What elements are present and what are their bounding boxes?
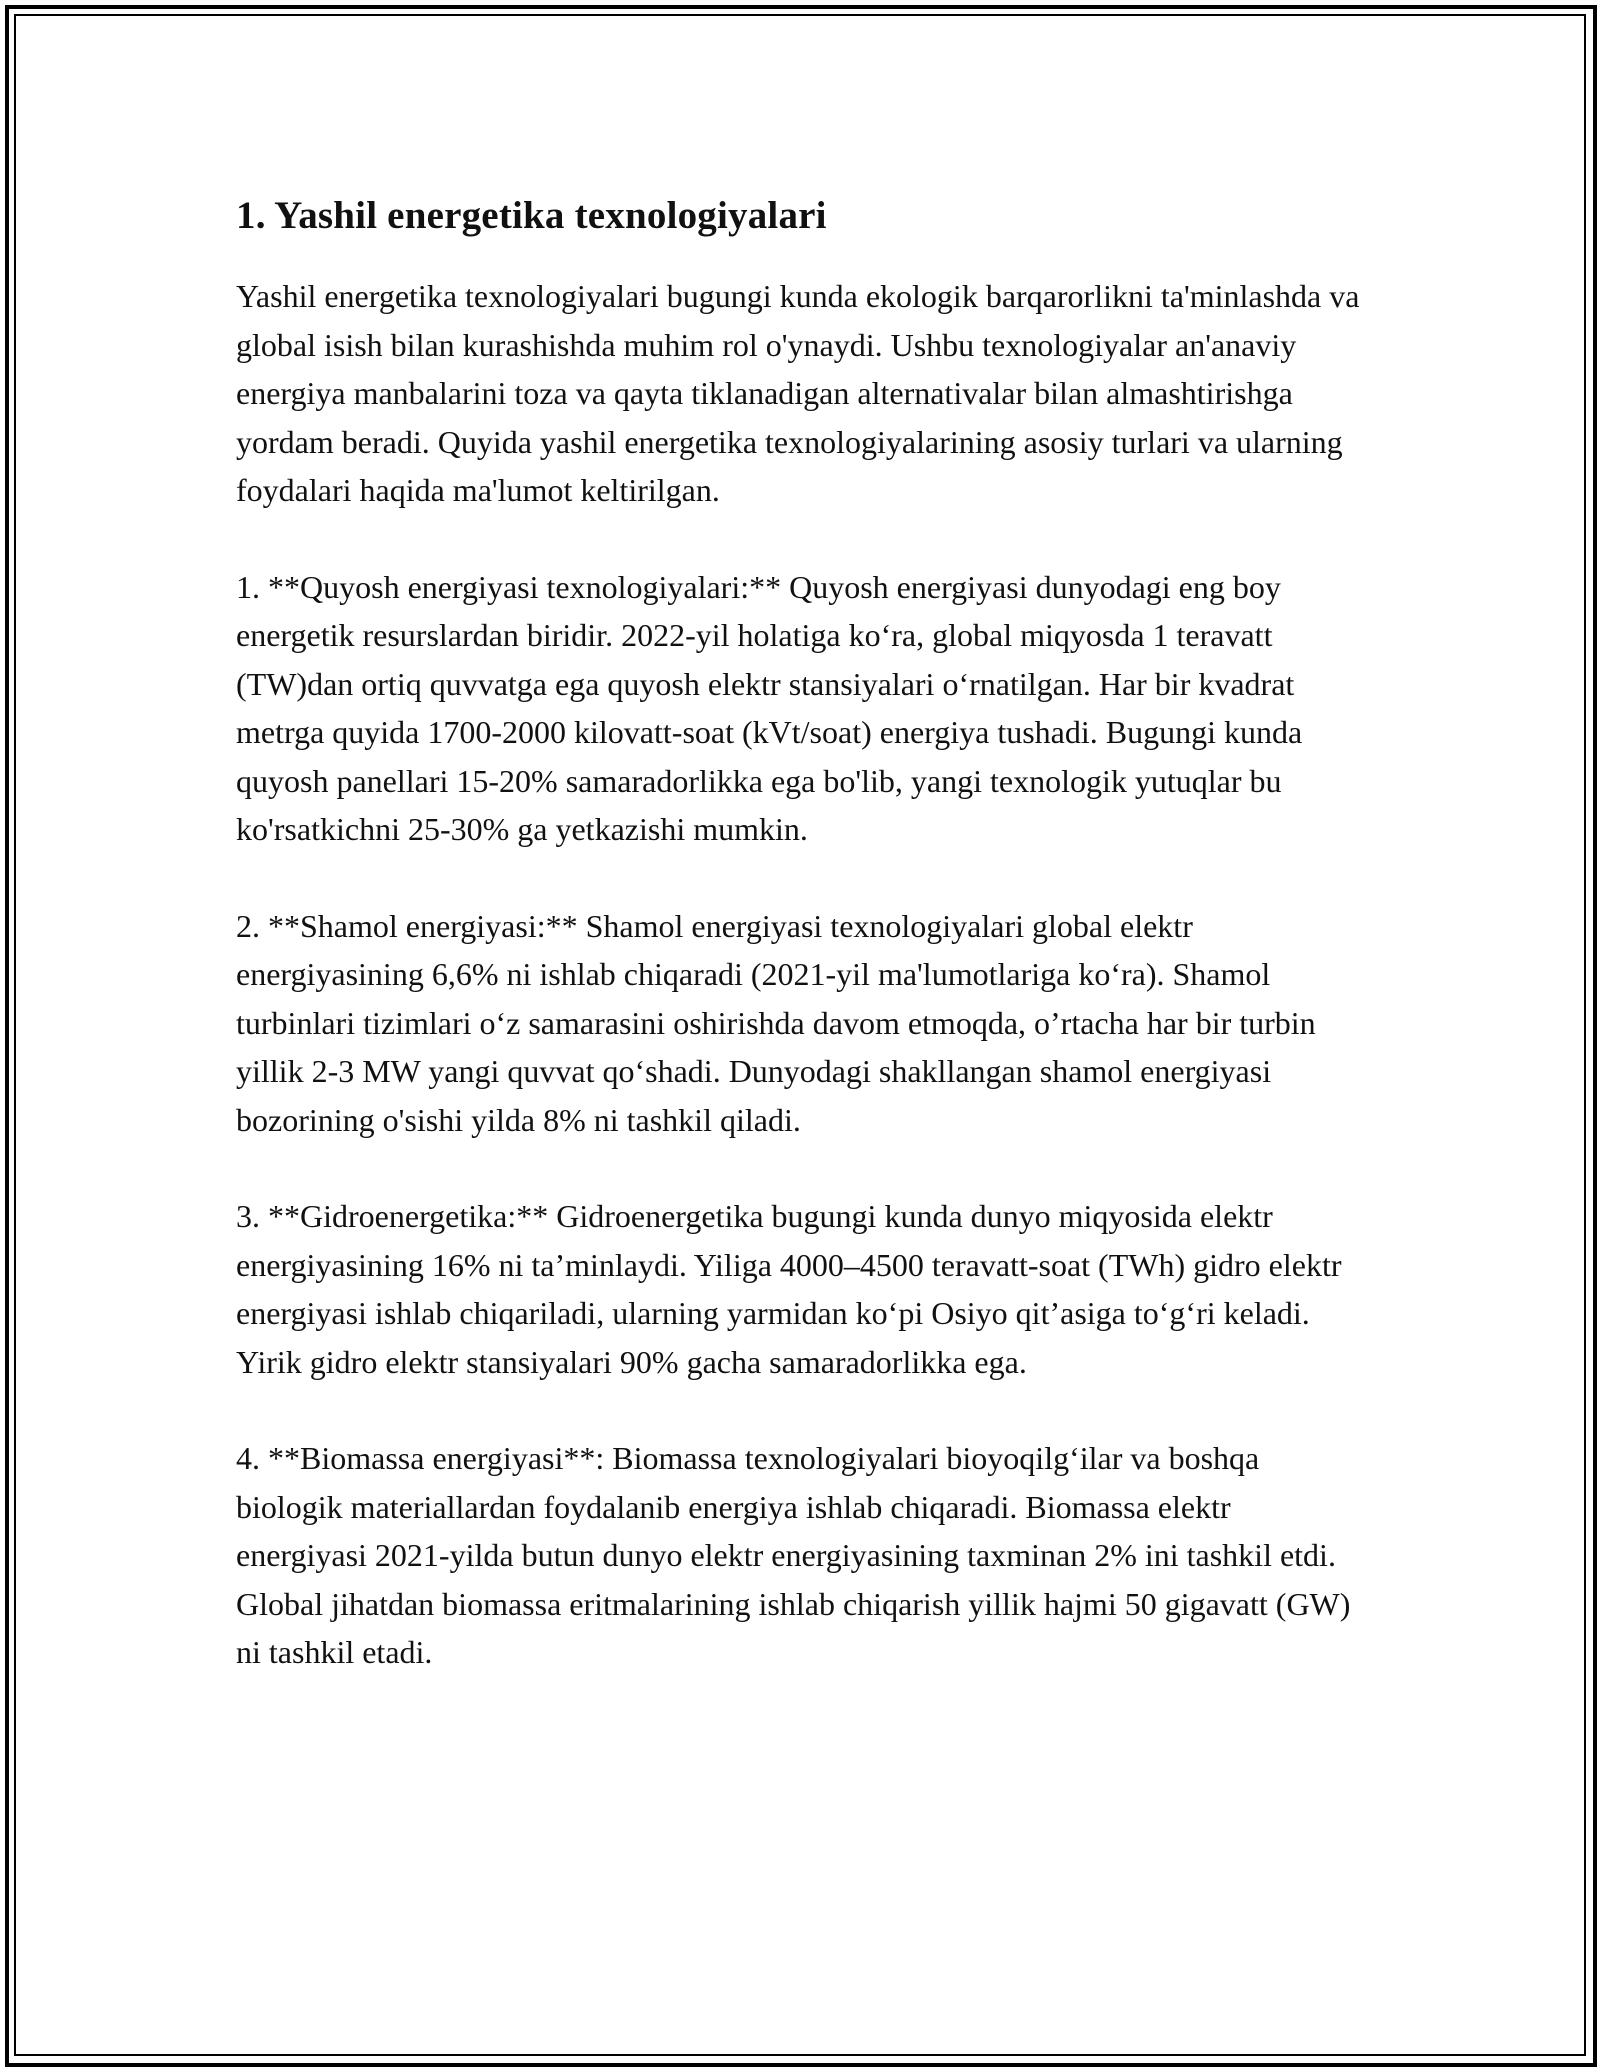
hydro-energy-paragraph: 3. **Gidroenergetika:** Gidroenergetika bugungi kunda dunyo miqyosida elektr energiyasining 16% ni ta’minlaydi. Yiliga 4000–4500 teravatt-soat (TWh) gidro elektr energiyasi ishlab chiqariladi, ularning yarmidan koʻpi Osiyo qit’asiga toʻgʻri keladi. Yirik gidro elektr stansiyalari 90% gacha samaradorlikka ega.	[236, 1198, 1342, 1380]
wind-energy-paragraph: 2. **Shamol energiyasi:** Shamol energiyasi texnologiyalari global elektr energiyasining 6,6% ni ishlab chiqaradi (2021-yil ma'lumotlariga koʻra). Shamol turbinlari tizimlari oʻz samarasini oshirishda davom etmoqda, o’rtacha har bir turbin yillik 2-3 MW yangi quvvat qoʻshadi. Dunyodagi shakllangan shamol energiyasi bozorining o'sishi yilda 8% ni tashkil qiladi.	[236, 907, 1316, 1138]
section-heading: 1. Yashil energetika texnologiyalari	[236, 194, 827, 237]
biomass-energy-paragraph: 4. **Biomassa energiyasi**: Biomassa texnologiyalari bioyoqilgʻilar va boshqa biologik materiallardan foydalanib energiya ishlab chiqaradi. Biomassa elektr energiyasi 2021-yilda butun dunyo elektr energiyasining taxminan 2% ini tashkil etdi. Global jihatdan biomassa eritmalarining ishlab chiqarish yillik hajmi 50 gigavatt (GW) ni tashkil etadi.	[236, 1440, 1351, 1670]
solar-energy-paragraph: 1. **Quyosh energiyasi texnologiyalari:** Quyosh energiyasi dunyodagi eng boy energetik resurslardan biridir. 2022-yil holatiga koʻra, global miqyosda 1 teravatt (TW)dan ortiq quvvatga ega quyosh elektr stansiyalari oʻrnatilgan. Har bir kvadrat metrga quyida 1700-2000 kilovatt-soat (kVt/soat) energiya tushadi. Bugungi kunda quyosh panellari 15-20% samaradorlikka ega bo'lib, yangi texnologik yutuqlar bu ko'rsatkichni 25-30% ga yetkazishi mumkin.	[236, 568, 1303, 847]
intro-paragraph: Yashil energetika texnologiyalari bugungi kunda ekologik barqarorlikni ta'minlashda va global isish bilan kurashishda muhim rol o'ynaydi. Ushbu texnologiyalar an'anaviy energiya manbalarini toza va qayta tiklanadigan alternativalar bilan almashtirishga yordam beradi. Quyida yashil energetika texnologiyalarining asosiy turlari va ularning foydalari haqida ma'lumot keltirilgan.	[236, 278, 1360, 508]
document-body	[236, 188, 1366, 1677]
